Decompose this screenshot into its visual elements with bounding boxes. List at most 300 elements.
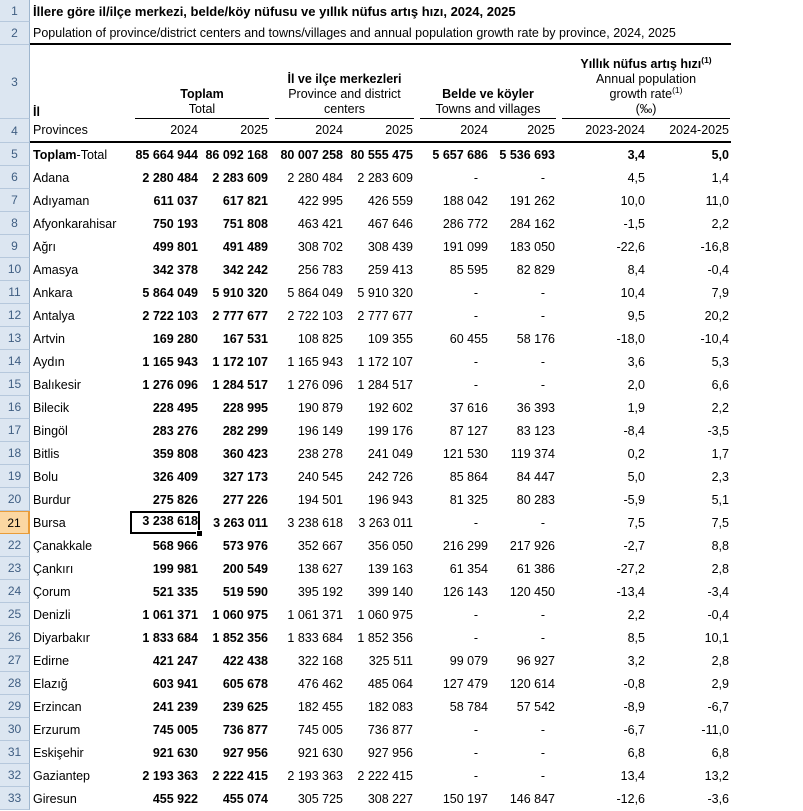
value-cell[interactable]: 360 423 bbox=[222, 446, 268, 461]
value-cell[interactable]: 216 299 bbox=[442, 538, 488, 553]
province-cell[interactable]: Denizli bbox=[33, 607, 71, 622]
value-cell[interactable]: 1 061 371 bbox=[287, 607, 343, 622]
value-cell[interactable]: 120 614 bbox=[509, 676, 555, 691]
value-cell[interactable]: 194 501 bbox=[297, 492, 343, 507]
value-cell[interactable]: -16,8 bbox=[700, 239, 729, 254]
value-cell[interactable]: 2 283 609 bbox=[357, 170, 413, 185]
value-cell[interactable]: 2,3 bbox=[711, 469, 729, 484]
province-cell[interactable]: Çanakkale bbox=[33, 538, 93, 553]
value-cell[interactable]: 99 079 bbox=[449, 653, 488, 668]
value-cell[interactable]: 5 864 049 bbox=[142, 285, 198, 300]
value-cell[interactable]: 228 995 bbox=[222, 400, 268, 415]
value-cell[interactable]: 745 005 bbox=[152, 722, 198, 737]
value-cell[interactable]: 2,2 bbox=[711, 400, 729, 415]
value-cell[interactable]: 13,4 bbox=[620, 768, 645, 783]
value-cell[interactable]: 1 061 371 bbox=[142, 607, 198, 622]
province-cell[interactable]: Amasya bbox=[33, 262, 79, 277]
value-cell[interactable]: 61 386 bbox=[516, 561, 555, 576]
value-cell[interactable]: 84 447 bbox=[516, 469, 555, 484]
value-cell[interactable]: 80 555 475 bbox=[350, 147, 413, 162]
value-cell[interactable]: 126 143 bbox=[442, 584, 488, 599]
value-cell[interactable]: -2,7 bbox=[623, 538, 645, 553]
value-cell[interactable]: 1 852 356 bbox=[357, 630, 413, 645]
value-cell[interactable]: 37 616 bbox=[449, 400, 488, 415]
value-cell[interactable]: 6,8 bbox=[627, 745, 645, 760]
value-cell[interactable]: 2,2 bbox=[627, 607, 645, 622]
value-cell[interactable]: 1 172 107 bbox=[357, 354, 413, 369]
value-cell[interactable]: - bbox=[540, 170, 545, 185]
value-cell[interactable]: 359 808 bbox=[152, 446, 198, 461]
value-cell[interactable]: - bbox=[473, 170, 478, 185]
value-cell[interactable]: 188 042 bbox=[442, 193, 488, 208]
value-cell[interactable]: 568 966 bbox=[152, 538, 198, 553]
value-cell[interactable]: 196 149 bbox=[297, 423, 343, 438]
value-cell[interactable]: 196 943 bbox=[367, 492, 413, 507]
province-cell[interactable]: Erzurum bbox=[33, 722, 81, 737]
value-cell[interactable]: 139 163 bbox=[367, 561, 413, 576]
value-cell[interactable]: 617 821 bbox=[222, 193, 268, 208]
value-cell[interactable]: 1 284 517 bbox=[212, 377, 268, 392]
value-cell[interactable]: 463 421 bbox=[297, 216, 343, 231]
value-cell[interactable]: 485 064 bbox=[367, 676, 413, 691]
value-cell[interactable]: - bbox=[473, 745, 478, 760]
value-cell[interactable]: 275 826 bbox=[152, 492, 198, 507]
value-cell[interactable]: 200 549 bbox=[222, 561, 268, 576]
value-cell[interactable]: -8,9 bbox=[623, 699, 645, 714]
province-cell[interactable]: Antalya bbox=[33, 308, 75, 323]
value-cell[interactable]: 190 879 bbox=[297, 400, 343, 415]
year-header-total-2025[interactable]: 2025 bbox=[240, 123, 268, 137]
row-header-31[interactable]: 31 bbox=[0, 741, 30, 764]
value-cell[interactable]: 2 722 103 bbox=[142, 308, 198, 323]
header-group-centers[interactable] bbox=[275, 45, 414, 119]
province-cell[interactable]: Edirne bbox=[33, 653, 70, 668]
value-cell[interactable]: -0,4 bbox=[707, 262, 729, 277]
value-cell[interactable]: 499 801 bbox=[152, 239, 198, 254]
value-cell[interactable]: 199 981 bbox=[152, 561, 198, 576]
value-cell[interactable]: 146 847 bbox=[509, 791, 555, 806]
value-cell[interactable]: 305 725 bbox=[297, 791, 343, 806]
value-cell[interactable]: 491 489 bbox=[222, 239, 268, 254]
value-cell[interactable]: 603 941 bbox=[152, 676, 198, 691]
value-cell[interactable]: - bbox=[473, 285, 478, 300]
value-cell[interactable]: 120 450 bbox=[509, 584, 555, 599]
year-header-growth-2024-2025[interactable]: 2024-2025 bbox=[669, 123, 729, 137]
row-header-27[interactable]: 27 bbox=[0, 649, 30, 672]
value-cell[interactable]: -12,6 bbox=[616, 791, 645, 806]
value-cell[interactable]: 3,4 bbox=[627, 147, 645, 162]
value-cell[interactable]: 2,8 bbox=[711, 561, 729, 576]
value-cell[interactable]: 455 074 bbox=[222, 791, 268, 806]
row-header-11[interactable]: 11 bbox=[0, 281, 30, 304]
value-cell[interactable]: 2 193 363 bbox=[287, 768, 343, 783]
province-cell[interactable]: Ağrı bbox=[33, 239, 56, 254]
value-cell[interactable]: 80 007 258 bbox=[280, 147, 343, 162]
value-cell[interactable]: 1 276 096 bbox=[142, 377, 198, 392]
value-cell[interactable]: 356 050 bbox=[367, 538, 413, 553]
value-cell[interactable]: 121 530 bbox=[442, 446, 488, 461]
value-cell[interactable]: 927 956 bbox=[222, 745, 268, 760]
value-cell[interactable]: 2 280 484 bbox=[142, 170, 198, 185]
value-cell[interactable]: - bbox=[540, 722, 545, 737]
province-cell[interactable]: Afyonkarahisar bbox=[33, 216, 117, 231]
value-cell[interactable]: -3,5 bbox=[707, 423, 729, 438]
value-cell[interactable]: 3 238 618 bbox=[287, 515, 343, 530]
value-cell[interactable]: 191 099 bbox=[442, 239, 488, 254]
value-cell[interactable]: 1 165 943 bbox=[287, 354, 343, 369]
value-cell[interactable]: -10,4 bbox=[700, 331, 729, 346]
value-cell[interactable]: 80 283 bbox=[516, 492, 555, 507]
value-cell[interactable]: -18,0 bbox=[616, 331, 645, 346]
row-header-7[interactable]: 7 bbox=[0, 189, 30, 212]
value-cell[interactable]: -11,0 bbox=[701, 722, 729, 737]
value-cell[interactable]: - bbox=[540, 515, 545, 530]
province-cell[interactable]: Elazığ bbox=[33, 676, 68, 691]
value-cell[interactable]: -0,4 bbox=[707, 607, 729, 622]
value-cell[interactable]: 182 455 bbox=[297, 699, 343, 714]
value-cell[interactable]: 9,5 bbox=[627, 308, 645, 323]
value-cell[interactable]: 2 283 609 bbox=[212, 170, 268, 185]
value-cell[interactable]: - bbox=[540, 285, 545, 300]
row-header-26[interactable]: 26 bbox=[0, 626, 30, 649]
value-cell[interactable]: 5,3 bbox=[711, 354, 729, 369]
value-cell[interactable]: 1,9 bbox=[627, 400, 645, 415]
value-cell[interactable]: 8,5 bbox=[627, 630, 645, 645]
value-cell[interactable]: 238 278 bbox=[297, 446, 343, 461]
value-cell[interactable]: 1 165 943 bbox=[142, 354, 198, 369]
value-cell[interactable]: 5 657 686 bbox=[432, 147, 488, 162]
row-header-20[interactable]: 20 bbox=[0, 488, 30, 511]
value-cell[interactable]: 2 280 484 bbox=[287, 170, 343, 185]
value-cell[interactable]: -3,6 bbox=[707, 791, 729, 806]
province-cell[interactable]: Bursa bbox=[33, 515, 66, 530]
value-cell[interactable]: 308 227 bbox=[367, 791, 413, 806]
value-cell[interactable]: 1,4 bbox=[711, 170, 729, 185]
value-cell[interactable]: 259 413 bbox=[367, 262, 413, 277]
value-cell[interactable]: 6,8 bbox=[711, 745, 729, 760]
value-cell[interactable]: 2 777 677 bbox=[212, 308, 268, 323]
header-il[interactable]: İl bbox=[33, 105, 40, 119]
year-header-towns-2024[interactable]: 2024 bbox=[460, 123, 488, 137]
value-cell[interactable]: 342 378 bbox=[152, 262, 198, 277]
province-cell[interactable]: Diyarbakır bbox=[33, 630, 90, 645]
row-header-12[interactable]: 12 bbox=[0, 304, 30, 327]
value-cell[interactable]: 8,4 bbox=[627, 262, 645, 277]
value-cell[interactable]: 2 777 677 bbox=[357, 308, 413, 323]
value-cell[interactable]: 5 536 693 bbox=[499, 147, 555, 162]
value-cell[interactable]: 61 354 bbox=[449, 561, 488, 576]
row-header-29[interactable]: 29 bbox=[0, 695, 30, 718]
row-header-16[interactable]: 16 bbox=[0, 396, 30, 419]
value-cell[interactable]: 108 825 bbox=[297, 331, 343, 346]
value-cell[interactable]: 736 877 bbox=[367, 722, 413, 737]
province-cell[interactable]: Bilecik bbox=[33, 400, 70, 415]
value-cell[interactable]: 1 833 684 bbox=[142, 630, 198, 645]
value-cell[interactable]: 352 667 bbox=[297, 538, 343, 553]
value-cell[interactable]: 1,7 bbox=[711, 446, 729, 461]
value-cell[interactable]: 751 808 bbox=[222, 216, 268, 231]
value-cell[interactable]: 0,2 bbox=[627, 446, 645, 461]
value-cell[interactable]: 127 479 bbox=[442, 676, 488, 691]
row-header-5[interactable]: 5 bbox=[0, 143, 30, 166]
value-cell[interactable]: 426 559 bbox=[367, 193, 413, 208]
value-cell[interactable]: 239 625 bbox=[222, 699, 268, 714]
value-cell[interactable]: 96 927 bbox=[516, 653, 555, 668]
province-cell[interactable]: Artvin bbox=[33, 331, 65, 346]
value-cell[interactable]: 58 176 bbox=[516, 331, 555, 346]
value-cell[interactable]: 87 127 bbox=[449, 423, 488, 438]
value-cell[interactable]: 2,8 bbox=[711, 653, 729, 668]
value-cell[interactable]: 85 864 bbox=[449, 469, 488, 484]
value-cell[interactable]: 476 462 bbox=[297, 676, 343, 691]
province-cell[interactable]: Gaziantep bbox=[33, 768, 90, 783]
value-cell[interactable]: 284 162 bbox=[509, 216, 555, 231]
value-cell[interactable]: 326 409 bbox=[152, 469, 198, 484]
value-cell[interactable]: 399 140 bbox=[367, 584, 413, 599]
value-cell[interactable]: 750 193 bbox=[152, 216, 198, 231]
province-cell[interactable] bbox=[30, 148, 130, 162]
value-cell[interactable]: 119 374 bbox=[510, 446, 555, 461]
value-cell[interactable]: 342 242 bbox=[222, 262, 268, 277]
value-cell[interactable]: 8,8 bbox=[711, 538, 729, 553]
value-cell[interactable]: 3,2 bbox=[627, 653, 645, 668]
value-cell[interactable]: - bbox=[473, 377, 478, 392]
value-cell[interactable]: 1 276 096 bbox=[287, 377, 343, 392]
value-cell[interactable]: - bbox=[473, 630, 478, 645]
row-header-13[interactable]: 13 bbox=[0, 327, 30, 350]
row-header-4[interactable]: 4 bbox=[0, 119, 30, 143]
value-cell[interactable]: -3,4 bbox=[707, 584, 729, 599]
row-header-30[interactable]: 30 bbox=[0, 718, 30, 741]
value-cell[interactable]: - bbox=[473, 722, 478, 737]
value-cell[interactable]: 2 193 363 bbox=[142, 768, 198, 783]
value-cell[interactable]: -8,4 bbox=[623, 423, 645, 438]
row-header-32[interactable]: 32 bbox=[0, 764, 30, 787]
value-cell[interactable]: -6,7 bbox=[623, 722, 645, 737]
value-cell[interactable]: 5 864 049 bbox=[287, 285, 343, 300]
value-cell[interactable]: 521 335 bbox=[152, 584, 198, 599]
value-cell[interactable]: 611 037 bbox=[153, 193, 198, 208]
value-cell[interactable]: 7,5 bbox=[711, 515, 729, 530]
value-cell[interactable]: -13,4 bbox=[616, 584, 645, 599]
value-cell[interactable]: 3 263 011 bbox=[213, 515, 268, 530]
value-cell[interactable]: 83 123 bbox=[516, 423, 555, 438]
value-cell[interactable]: 573 976 bbox=[222, 538, 268, 553]
header-group-total[interactable] bbox=[135, 45, 269, 119]
province-cell[interactable]: Adıyaman bbox=[33, 193, 90, 208]
value-cell[interactable]: 3,6 bbox=[627, 354, 645, 369]
value-cell[interactable]: 927 956 bbox=[367, 745, 413, 760]
value-cell[interactable]: 11,0 bbox=[705, 193, 729, 208]
row-header-23[interactable]: 23 bbox=[0, 557, 30, 580]
value-cell[interactable]: 242 726 bbox=[367, 469, 413, 484]
value-cell[interactable]: 81 325 bbox=[449, 492, 488, 507]
province-cell[interactable]: Erzincan bbox=[33, 699, 82, 714]
header-group-growth[interactable] bbox=[562, 45, 730, 119]
row-header-17[interactable]: 17 bbox=[0, 419, 30, 442]
value-cell[interactable]: 921 630 bbox=[297, 745, 343, 760]
value-cell[interactable]: 422 995 bbox=[297, 193, 343, 208]
value-cell[interactable]: 5 910 320 bbox=[212, 285, 268, 300]
header-provinces[interactable]: Provinces bbox=[33, 123, 88, 137]
value-cell[interactable]: - bbox=[540, 308, 545, 323]
value-cell[interactable]: 150 197 bbox=[442, 791, 488, 806]
row-header-18[interactable]: 18 bbox=[0, 442, 30, 465]
value-cell[interactable]: 1 060 975 bbox=[357, 607, 413, 622]
province-cell[interactable]: Adana bbox=[33, 170, 70, 185]
value-cell[interactable]: 1 172 107 bbox=[212, 354, 268, 369]
value-cell[interactable]: 286 772 bbox=[442, 216, 488, 231]
value-cell[interactable]: 57 542 bbox=[516, 699, 555, 714]
value-cell[interactable]: 217 926 bbox=[509, 538, 555, 553]
value-cell[interactable]: 3 263 011 bbox=[358, 515, 413, 530]
value-cell[interactable]: 2 222 415 bbox=[357, 768, 413, 783]
value-cell[interactable]: 109 355 bbox=[367, 331, 413, 346]
province-cell[interactable]: Bolu bbox=[33, 469, 59, 484]
value-cell[interactable]: 5 910 320 bbox=[357, 285, 413, 300]
value-cell[interactable]: 199 176 bbox=[367, 423, 413, 438]
value-cell[interactable]: 5,0 bbox=[711, 147, 729, 162]
value-cell[interactable]: 2,0 bbox=[627, 377, 645, 392]
province-cell[interactable]: Giresun bbox=[33, 791, 77, 806]
value-cell[interactable]: 282 299 bbox=[222, 423, 268, 438]
value-cell[interactable]: 2 222 415 bbox=[212, 768, 268, 783]
value-cell[interactable]: - bbox=[540, 768, 545, 783]
value-cell[interactable]: 86 092 168 bbox=[205, 147, 268, 162]
value-cell[interactable]: 5,1 bbox=[711, 492, 729, 507]
value-cell[interactable]: 308 702 bbox=[297, 239, 343, 254]
value-cell[interactable]: 519 590 bbox=[222, 584, 268, 599]
province-cell[interactable]: Ankara bbox=[33, 285, 73, 300]
year-header-growth-2023-2024[interactable]: 2023-2024 bbox=[585, 123, 645, 137]
row-header-33[interactable]: 33 bbox=[0, 787, 30, 810]
row-header-19[interactable]: 19 bbox=[0, 465, 30, 488]
value-cell[interactable]: 58 784 bbox=[449, 699, 488, 714]
value-cell[interactable]: 228 495 bbox=[152, 400, 198, 415]
row-header-21[interactable]: 21 bbox=[0, 511, 30, 534]
province-cell[interactable]: Bingöl bbox=[33, 423, 68, 438]
value-cell[interactable]: 467 646 bbox=[367, 216, 413, 231]
year-header-towns-2025[interactable]: 2025 bbox=[527, 123, 555, 137]
value-cell[interactable]: 745 005 bbox=[297, 722, 343, 737]
row-header-8[interactable]: 8 bbox=[0, 212, 30, 235]
value-cell[interactable]: 1 284 517 bbox=[357, 377, 413, 392]
province-cell[interactable]: Eskişehir bbox=[33, 745, 84, 760]
value-cell[interactable]: 325 511 bbox=[368, 653, 413, 668]
row-header-2[interactable]: 2 bbox=[0, 22, 30, 45]
row-header-24[interactable]: 24 bbox=[0, 580, 30, 603]
value-cell[interactable]: - bbox=[540, 745, 545, 760]
value-cell[interactable]: 2 722 103 bbox=[287, 308, 343, 323]
value-cell[interactable]: 322 168 bbox=[297, 653, 343, 668]
value-cell[interactable]: 7,9 bbox=[711, 285, 729, 300]
value-cell[interactable]: 1 833 684 bbox=[287, 630, 343, 645]
value-cell[interactable]: 921 630 bbox=[152, 745, 198, 760]
province-cell[interactable]: Çorum bbox=[33, 584, 71, 599]
value-cell[interactable]: 5,0 bbox=[627, 469, 645, 484]
value-cell[interactable]: 60 455 bbox=[449, 331, 488, 346]
province-cell[interactable]: Bitlis bbox=[33, 446, 60, 461]
value-cell[interactable]: 327 173 bbox=[222, 469, 268, 484]
value-cell[interactable]: - bbox=[540, 377, 545, 392]
value-cell[interactable]: -0,8 bbox=[623, 676, 645, 691]
value-cell[interactable]: -5,9 bbox=[623, 492, 645, 507]
row-header-9[interactable]: 9 bbox=[0, 235, 30, 258]
value-cell[interactable]: -6,7 bbox=[707, 699, 729, 714]
value-cell[interactable]: 36 393 bbox=[516, 400, 555, 415]
value-cell[interactable]: 422 438 bbox=[222, 653, 268, 668]
value-cell[interactable]: 192 602 bbox=[367, 400, 413, 415]
value-cell[interactable]: 10,1 bbox=[704, 630, 729, 645]
value-cell[interactable]: 10,0 bbox=[620, 193, 645, 208]
value-cell[interactable]: - bbox=[473, 308, 478, 323]
value-cell[interactable]: - bbox=[540, 630, 545, 645]
value-cell[interactable]: - bbox=[473, 354, 478, 369]
value-cell[interactable]: 421 247 bbox=[152, 653, 198, 668]
value-cell[interactable]: -22,6 bbox=[616, 239, 645, 254]
value-cell[interactable]: 85 595 bbox=[449, 262, 488, 277]
value-cell[interactable]: 241 049 bbox=[367, 446, 413, 461]
value-cell[interactable]: - bbox=[473, 768, 478, 783]
title-cell-en[interactable]: Population of province/district centers and towns/villages and annual population growth rate by province, 2024, 2025 bbox=[30, 22, 731, 45]
value-cell[interactable]: 395 192 bbox=[297, 584, 343, 599]
value-cell[interactable]: 4,5 bbox=[627, 170, 645, 185]
province-cell[interactable]: Balıkesir bbox=[33, 377, 81, 392]
value-cell[interactable]: 2,9 bbox=[711, 676, 729, 691]
value-cell[interactable]: 736 877 bbox=[222, 722, 268, 737]
row-header-28[interactable]: 28 bbox=[0, 672, 30, 695]
value-cell[interactable]: 256 783 bbox=[297, 262, 343, 277]
value-cell[interactable]: 283 276 bbox=[152, 423, 198, 438]
value-cell[interactable]: 455 922 bbox=[152, 791, 198, 806]
value-cell[interactable]: 1 852 356 bbox=[212, 630, 268, 645]
value-cell[interactable]: 82 829 bbox=[516, 262, 555, 277]
value-cell[interactable]: 138 627 bbox=[297, 561, 343, 576]
active-cell[interactable]: 3 238 618 bbox=[130, 511, 200, 534]
value-cell[interactable]: -27,2 bbox=[616, 561, 645, 576]
value-cell[interactable]: 241 239 bbox=[152, 699, 198, 714]
year-header-centers-2025[interactable]: 2025 bbox=[385, 123, 413, 137]
row-header-10[interactable]: 10 bbox=[0, 258, 30, 281]
header-group-towns[interactable] bbox=[420, 45, 556, 119]
row-header-6[interactable]: 6 bbox=[0, 166, 30, 189]
value-cell[interactable]: - bbox=[540, 607, 545, 622]
province-cell[interactable]: Çankırı bbox=[33, 561, 74, 576]
row-header-15[interactable]: 15 bbox=[0, 373, 30, 396]
value-cell[interactable]: 13,2 bbox=[704, 768, 729, 783]
value-cell[interactable]: 6,6 bbox=[711, 377, 729, 392]
value-cell[interactable]: -1,5 bbox=[623, 216, 645, 231]
value-cell[interactable]: 308 439 bbox=[367, 239, 413, 254]
value-cell[interactable]: 10,4 bbox=[620, 285, 645, 300]
row-header-25[interactable]: 25 bbox=[0, 603, 30, 626]
year-header-total-2024[interactable]: 2024 bbox=[170, 123, 198, 137]
value-cell[interactable]: 240 545 bbox=[297, 469, 343, 484]
value-cell[interactable]: 605 678 bbox=[222, 676, 268, 691]
value-cell[interactable]: 85 664 944 bbox=[135, 147, 198, 162]
value-cell[interactable]: 2,2 bbox=[711, 216, 729, 231]
value-cell[interactable]: 7,5 bbox=[627, 515, 645, 530]
value-cell[interactable]: 20,2 bbox=[704, 308, 729, 323]
row-header-14[interactable]: 14 bbox=[0, 350, 30, 373]
value-cell[interactable]: 167 531 bbox=[222, 331, 268, 346]
province-cell[interactable]: Aydın bbox=[33, 354, 65, 369]
value-cell[interactable]: - bbox=[473, 607, 478, 622]
value-cell[interactable]: 191 262 bbox=[509, 193, 555, 208]
title-cell-tr[interactable]: İllere göre il/ilçe merkezi, belde/köy nüfusu ve yıllık nüfus artış hızı, 2024, 2025 bbox=[33, 3, 516, 19]
value-cell[interactable]: 183 050 bbox=[509, 239, 555, 254]
value-cell[interactable]: - bbox=[473, 515, 478, 530]
